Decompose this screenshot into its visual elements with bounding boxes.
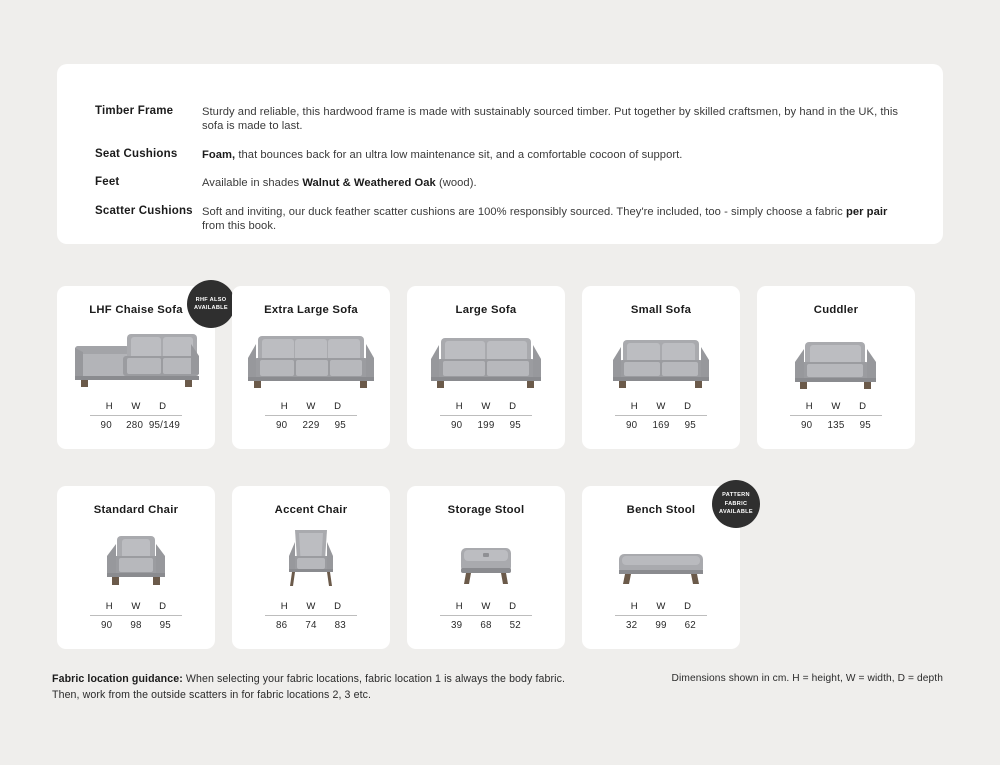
dim-h-label: H — [805, 401, 813, 412]
dimensions-values — [265, 416, 357, 431]
dim-h-value: 32 — [626, 620, 638, 631]
dim-h-value: 90 — [276, 420, 288, 431]
dimensions-header — [265, 601, 357, 616]
dimensions-table — [790, 401, 882, 431]
rhf-also-available-badge — [187, 280, 235, 328]
dimensions-table — [90, 601, 182, 631]
dimensions-values — [265, 616, 357, 631]
spec-row-feet — [95, 176, 913, 190]
product-card-small-sofa[interactable] — [582, 286, 740, 449]
spec-label: Scatter Cushions — [95, 204, 193, 217]
product-card-large-sofa[interactable] — [407, 286, 565, 449]
dim-h-label: H — [280, 401, 288, 412]
dim-w-label: W — [131, 601, 141, 612]
dimensions-header — [265, 401, 357, 416]
product-title: Extra Large Sofa — [264, 304, 358, 316]
dim-d-label: D — [159, 601, 167, 612]
dim-w-value: 199 — [477, 420, 495, 431]
dimensions-header — [440, 401, 532, 416]
dim-d-label: D — [159, 401, 167, 412]
dimensions-values — [615, 616, 707, 631]
dim-d-value: 83 — [334, 620, 346, 631]
dimensions-header — [90, 601, 182, 616]
bench-stool-icon — [582, 520, 740, 592]
fabric-location-guidance-text: When selecting your fabric locations, fabric location 1 is always the body fabric. Then, work from the outside scatters in for fabric locations 2, 3 etc. — [52, 673, 566, 702]
dim-d-value: 62 — [684, 620, 696, 631]
product-title: Accent Chair — [274, 504, 348, 516]
large-sofa-icon — [407, 320, 565, 392]
product-grid-row-2 — [57, 486, 753, 649]
badge-line-2: FABRIC — [724, 500, 748, 507]
spec-row-timber-frame — [95, 105, 913, 133]
dim-h-value: 90 — [801, 420, 813, 431]
product-card-lhf-chaise-sofa[interactable] — [57, 286, 228, 449]
dimensions-values — [90, 616, 182, 631]
small-sofa-icon — [582, 320, 740, 392]
dim-w-value: 135 — [827, 420, 845, 431]
dim-h-value: 39 — [451, 620, 463, 631]
dimensions-note: Dimensions shown in cm. H = height, W = width, D = depth — [671, 673, 943, 684]
dim-d-label: D — [509, 601, 517, 612]
dimensions-table — [265, 401, 357, 431]
dim-h-label: H — [455, 401, 463, 412]
dim-w-value: 280 — [126, 420, 144, 431]
dim-d-label: D — [334, 401, 342, 412]
dim-h-value: 90 — [101, 620, 113, 631]
badge-line-3: AVAILABLE — [719, 509, 753, 516]
product-card-bench-stool[interactable] — [582, 486, 753, 649]
product-title: LHF Chaise Sofa — [89, 304, 183, 316]
dimensions-table — [90, 401, 182, 431]
lhf-chaise-sofa-icon — [57, 320, 215, 392]
pattern-fabric-available-badge — [712, 480, 760, 528]
dim-w-label: W — [481, 401, 491, 412]
dimensions-values — [90, 416, 182, 431]
spec-row-scatter-cushions — [95, 205, 913, 233]
dim-d-value: 95/149 — [148, 420, 181, 431]
spec-text: Available in shades Walnut & Weathered Oak (wood). — [202, 177, 477, 189]
dim-w-label: W — [656, 601, 666, 612]
dim-d-value: 95 — [334, 420, 346, 431]
dim-w-value: 229 — [302, 420, 320, 431]
dim-h-value: 90 — [100, 420, 112, 431]
dim-d-value: 95 — [509, 420, 521, 431]
spec-label: Timber Frame — [95, 105, 174, 117]
dimensions-header — [440, 601, 532, 616]
dimensions-table — [440, 401, 532, 431]
product-card-cuddler[interactable] — [757, 286, 915, 449]
dimensions-header — [615, 401, 707, 416]
product-card-standard-chair[interactable] — [57, 486, 215, 649]
dim-d-value: 95 — [859, 420, 871, 431]
product-title: Small Sofa — [630, 304, 692, 316]
spec-text: Sturdy and reliable, this hardwood frame is made with sustainably sourced timber. Put together by skilled craftsmen, by hand in the UK, this sofa is made to last. — [202, 106, 898, 132]
dim-d-label: D — [334, 601, 342, 612]
dim-h-label: H — [280, 601, 288, 612]
dimensions-table — [615, 601, 707, 631]
dim-w-label: W — [656, 401, 666, 412]
dimensions-values — [615, 416, 707, 431]
dim-h-label: H — [455, 601, 463, 612]
dim-h-value: 90 — [626, 420, 638, 431]
dim-h-label: H — [105, 601, 113, 612]
badge-line-1: RHF ALSO — [195, 296, 227, 303]
dim-d-label: D — [859, 401, 867, 412]
fabric-location-guidance — [52, 671, 582, 704]
dim-w-value: 98 — [130, 620, 142, 631]
dim-w-label: W — [481, 601, 491, 612]
dim-d-value: 95 — [684, 420, 696, 431]
dim-w-label: W — [306, 601, 316, 612]
dim-w-value: 169 — [652, 420, 670, 431]
spec-text: Foam, that bounces back for an ultra low maintenance sit, and a comfortable cocoon of support. — [202, 148, 683, 161]
dim-d-label: D — [509, 401, 517, 412]
dim-d-label: D — [684, 401, 692, 412]
dimensions-values — [790, 416, 882, 431]
accent-chair-icon — [232, 520, 390, 592]
specification-rows — [95, 105, 913, 247]
product-title: Cuddler — [813, 304, 859, 316]
dim-w-value: 68 — [480, 620, 492, 631]
dim-d-label: D — [684, 601, 692, 612]
dimensions-header — [790, 401, 882, 416]
product-card-storage-stool[interactable] — [407, 486, 565, 649]
badge-line-1: PATTERN — [722, 492, 750, 499]
dimensions-table — [615, 401, 707, 431]
dimensions-values — [440, 416, 532, 431]
dim-w-label: W — [131, 401, 141, 412]
dim-w-value: 74 — [305, 620, 317, 631]
dim-h-value: 90 — [451, 420, 463, 431]
dim-d-value: 52 — [509, 620, 521, 631]
extra-large-sofa-icon — [232, 320, 390, 392]
dim-w-value: 99 — [655, 620, 667, 631]
spec-label: Seat Cushions — [95, 147, 178, 160]
spec-text: Soft and inviting, our duck feather scatter cushions are 100% responsibly sourced. They're included, too - simply choose a fabric per pair from this book. — [202, 205, 888, 232]
dim-h-label: H — [630, 601, 638, 612]
dimensions-table — [440, 601, 532, 631]
dim-w-label: W — [831, 401, 841, 412]
storage-stool-icon — [407, 520, 565, 592]
dimensions-values — [440, 616, 532, 631]
dim-w-label: W — [306, 401, 316, 412]
dim-h-value: 86 — [276, 620, 288, 631]
standard-chair-icon — [57, 520, 215, 592]
dim-h-label: H — [630, 401, 638, 412]
dimensions-table — [265, 601, 357, 631]
product-title: Standard Chair — [93, 504, 179, 516]
spec-row-seat-cushions — [95, 148, 913, 162]
dim-d-value: 95 — [159, 620, 171, 631]
product-card-extra-large-sofa[interactable] — [232, 286, 390, 449]
specification-panel — [57, 64, 943, 244]
cuddler-icon — [757, 320, 915, 392]
dimensions-header — [615, 601, 707, 616]
product-title: Large Sofa — [455, 304, 517, 316]
fabric-location-guidance-label: Fabric location guidance: — [52, 673, 183, 685]
product-card-accent-chair[interactable] — [232, 486, 390, 649]
spec-label: Feet — [95, 176, 120, 188]
dimensions-header — [90, 401, 182, 416]
product-grid-row-1 — [57, 286, 915, 449]
badge-line-2: AVAILABLE — [194, 305, 228, 311]
dim-h-label: H — [105, 401, 113, 412]
product-title: Bench Stool — [626, 504, 696, 516]
product-title: Storage Stool — [447, 504, 525, 516]
